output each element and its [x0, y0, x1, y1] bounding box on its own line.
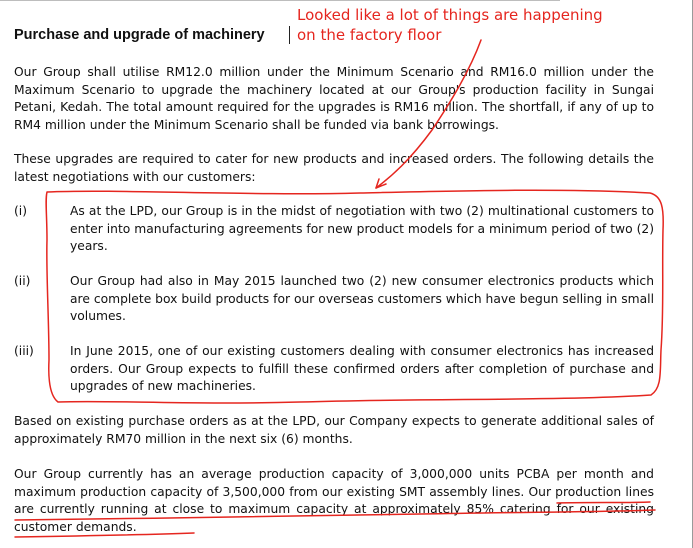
capacity-highlight: Our production lines are currently running at close to maximum capacity at approximately 85% catering for our existing customer demands.	[14, 484, 654, 534]
list-item-number: (iii)	[14, 344, 34, 358]
text-cursor	[289, 26, 290, 44]
handwritten-annotation	[297, 5, 682, 45]
annotation-line-2: on the factory floor	[297, 26, 442, 44]
list-item-number: (ii)	[14, 274, 31, 288]
paragraph-funding: Our Group shall utilise RM12.0 million under the Minimum Scenario and RM16.0 million under the Maximum Scenario to upgrade the machinery located at our Group's production facility in Sungai Petani, Kedah. The total amount required for the upgrades is RM16 million. The shortfall, if any of up to RM4 million under the Minimum Scenario shall be funded via bank borrowings.	[14, 65, 654, 132]
list-item-text: Our Group had also in May 2015 launched two (2) new consumer electronics products which are complete box build products for our overseas customers which have begun selling in small volumes.	[70, 274, 654, 324]
paragraph-capacity	[14, 466, 654, 536]
paragraph-sales: Based on existing purchase orders as at the LPD, our Company expects to generate additional sales of approximately RM70 million in the next six (6) months.	[14, 414, 654, 446]
paragraph-upgrades: These upgrades are required to cater for new products and increased orders. The following details the latest negotiations with our customers:	[14, 152, 654, 184]
annotation-line-1: Looked like a lot of things are happening	[297, 6, 603, 24]
top-border	[0, 0, 560, 1]
list-item-text: In June 2015, one of our existing customers dealing with consumer electronics has increased orders. Our Group expects to fulfill these confirmed orders after completion of purchase and upgrades of new machineries.	[70, 344, 654, 394]
list-item-text: As at the LPD, our Group is in the midst of negotiation with two (2) multinational customers to enter into manufacturing agreements for new product models for a minimum period of two (2) years.	[70, 204, 654, 254]
list-item-number: (i)	[14, 204, 28, 218]
section-heading: Purchase and upgrade of machinery	[14, 27, 265, 43]
capacity-text: Our Group currently has an average production capacity of 3,000,000 units PCBA per month and maximum production capacity of 3,500,000 from our existing SMT assembly lines.	[14, 467, 654, 499]
